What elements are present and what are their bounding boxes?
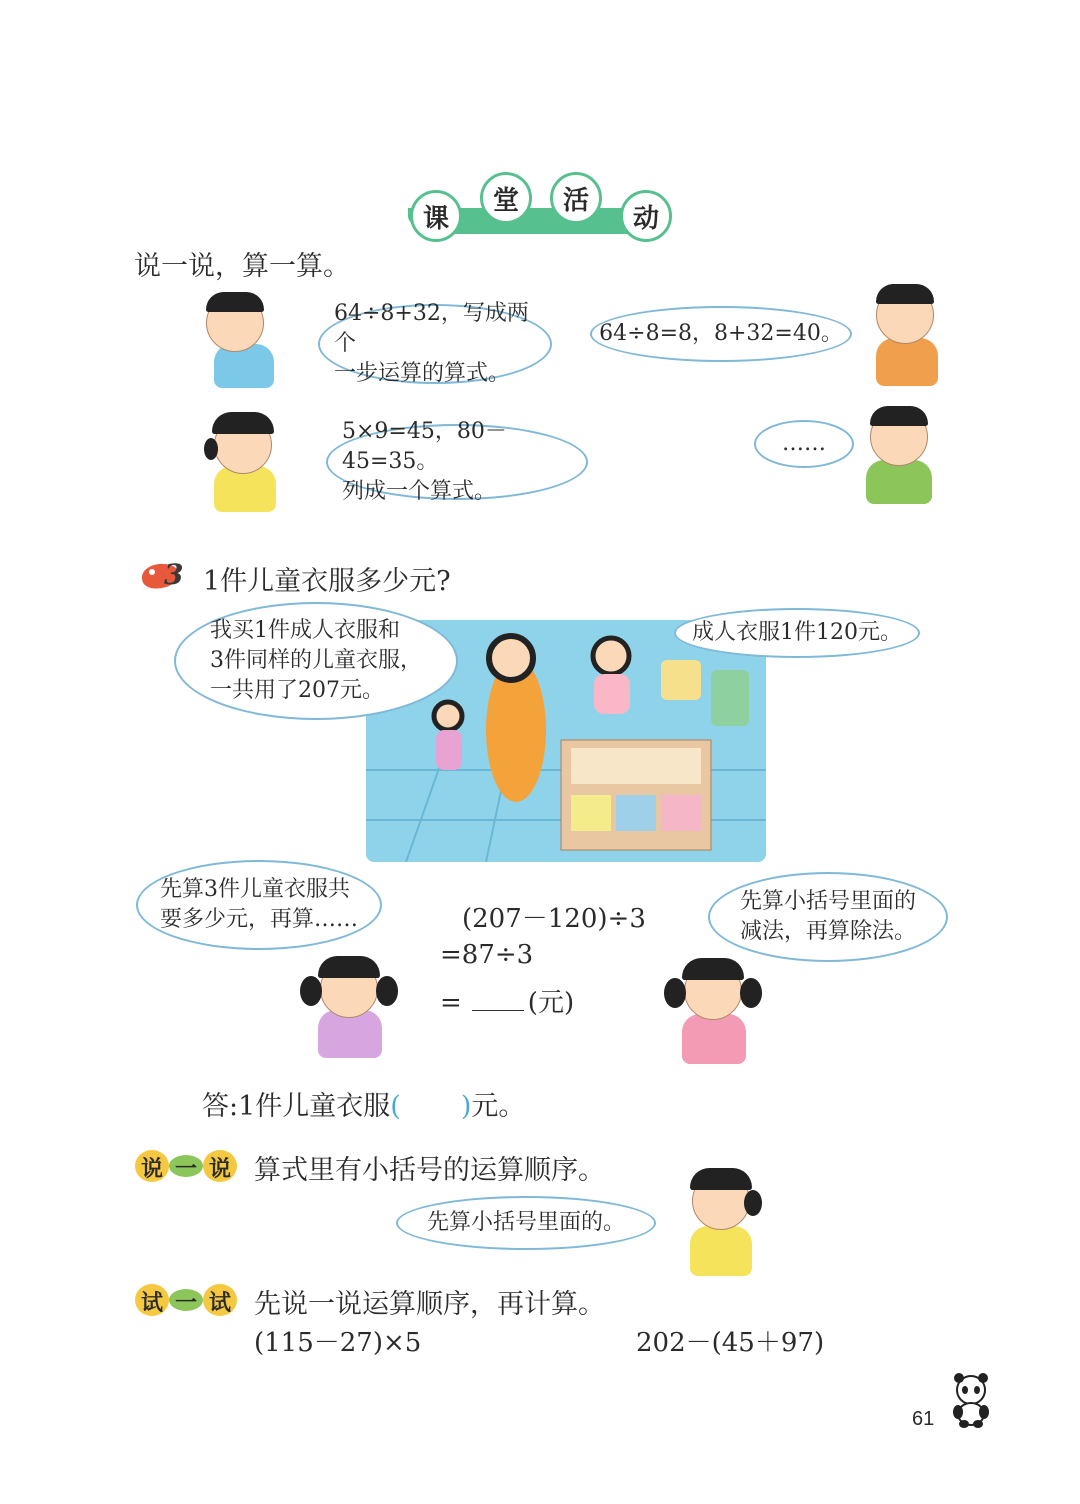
speech-bubble: 成人衣服1件120元。: [674, 608, 920, 658]
calc-line-3: = (元): [440, 988, 575, 1018]
speech-bubble: 先算3件儿童衣服共 要多少元，再算……: [136, 860, 382, 950]
say-icon: 说 一 说: [134, 1148, 238, 1184]
speech-bubble: 我买1件成人衣服和 3件同样的儿童衣服， 一共用了207元。: [174, 602, 458, 720]
panda-icon: [946, 1372, 996, 1428]
girl-illustration: [294, 956, 404, 1066]
speech-bubble: 先算小括号里面的 减法，再算除法。: [708, 872, 948, 962]
speech-bubble: ……: [754, 420, 854, 468]
calc-line-2: =87÷3: [440, 940, 534, 970]
answer-blank: [472, 1010, 524, 1011]
try-expression-1: (115－27)×5: [254, 1328, 422, 1358]
banner-char: 动: [620, 190, 672, 242]
speech-bubble: 先算小括号里面的。: [396, 1196, 656, 1250]
boy-illustration: [858, 404, 948, 508]
problem-number-badge: 3: [136, 556, 188, 596]
try-icon: 试 一 试: [134, 1282, 238, 1318]
banner-char: 堂: [480, 172, 532, 224]
answer-line: 答:1件儿童衣服( )元。: [202, 1091, 526, 1122]
banner-char: 活: [550, 172, 602, 224]
section-banner: [400, 168, 680, 248]
intro-instruction: 说一说，算一算。: [134, 251, 350, 282]
girl-illustration: [680, 1164, 766, 1280]
girl-illustration: [204, 412, 290, 516]
boy-illustration: [200, 292, 290, 392]
problem-title: 1件儿童衣服多少元?: [203, 566, 451, 597]
page-number: 61: [912, 1408, 935, 1430]
speech-bubble: 5×9=45，80－45=35。 列成一个算式。: [326, 424, 588, 500]
calc-line-1: (207－120)÷3: [462, 904, 646, 934]
speech-bubble: 64÷8+32，写成两个 一步运算的算式。: [318, 304, 552, 384]
boy-illustration: [866, 282, 952, 392]
try-instruction: 先说一说运算顺序，再计算。: [254, 1289, 605, 1320]
banner-char: 课: [410, 190, 462, 242]
girl-illustration: [658, 958, 768, 1070]
try-expression-2: 202－(45＋97): [636, 1328, 825, 1358]
say-instruction: 算式里有小括号的运算顺序。: [254, 1155, 605, 1186]
speech-bubble: 64÷8=8，8+32=40。: [590, 306, 852, 362]
